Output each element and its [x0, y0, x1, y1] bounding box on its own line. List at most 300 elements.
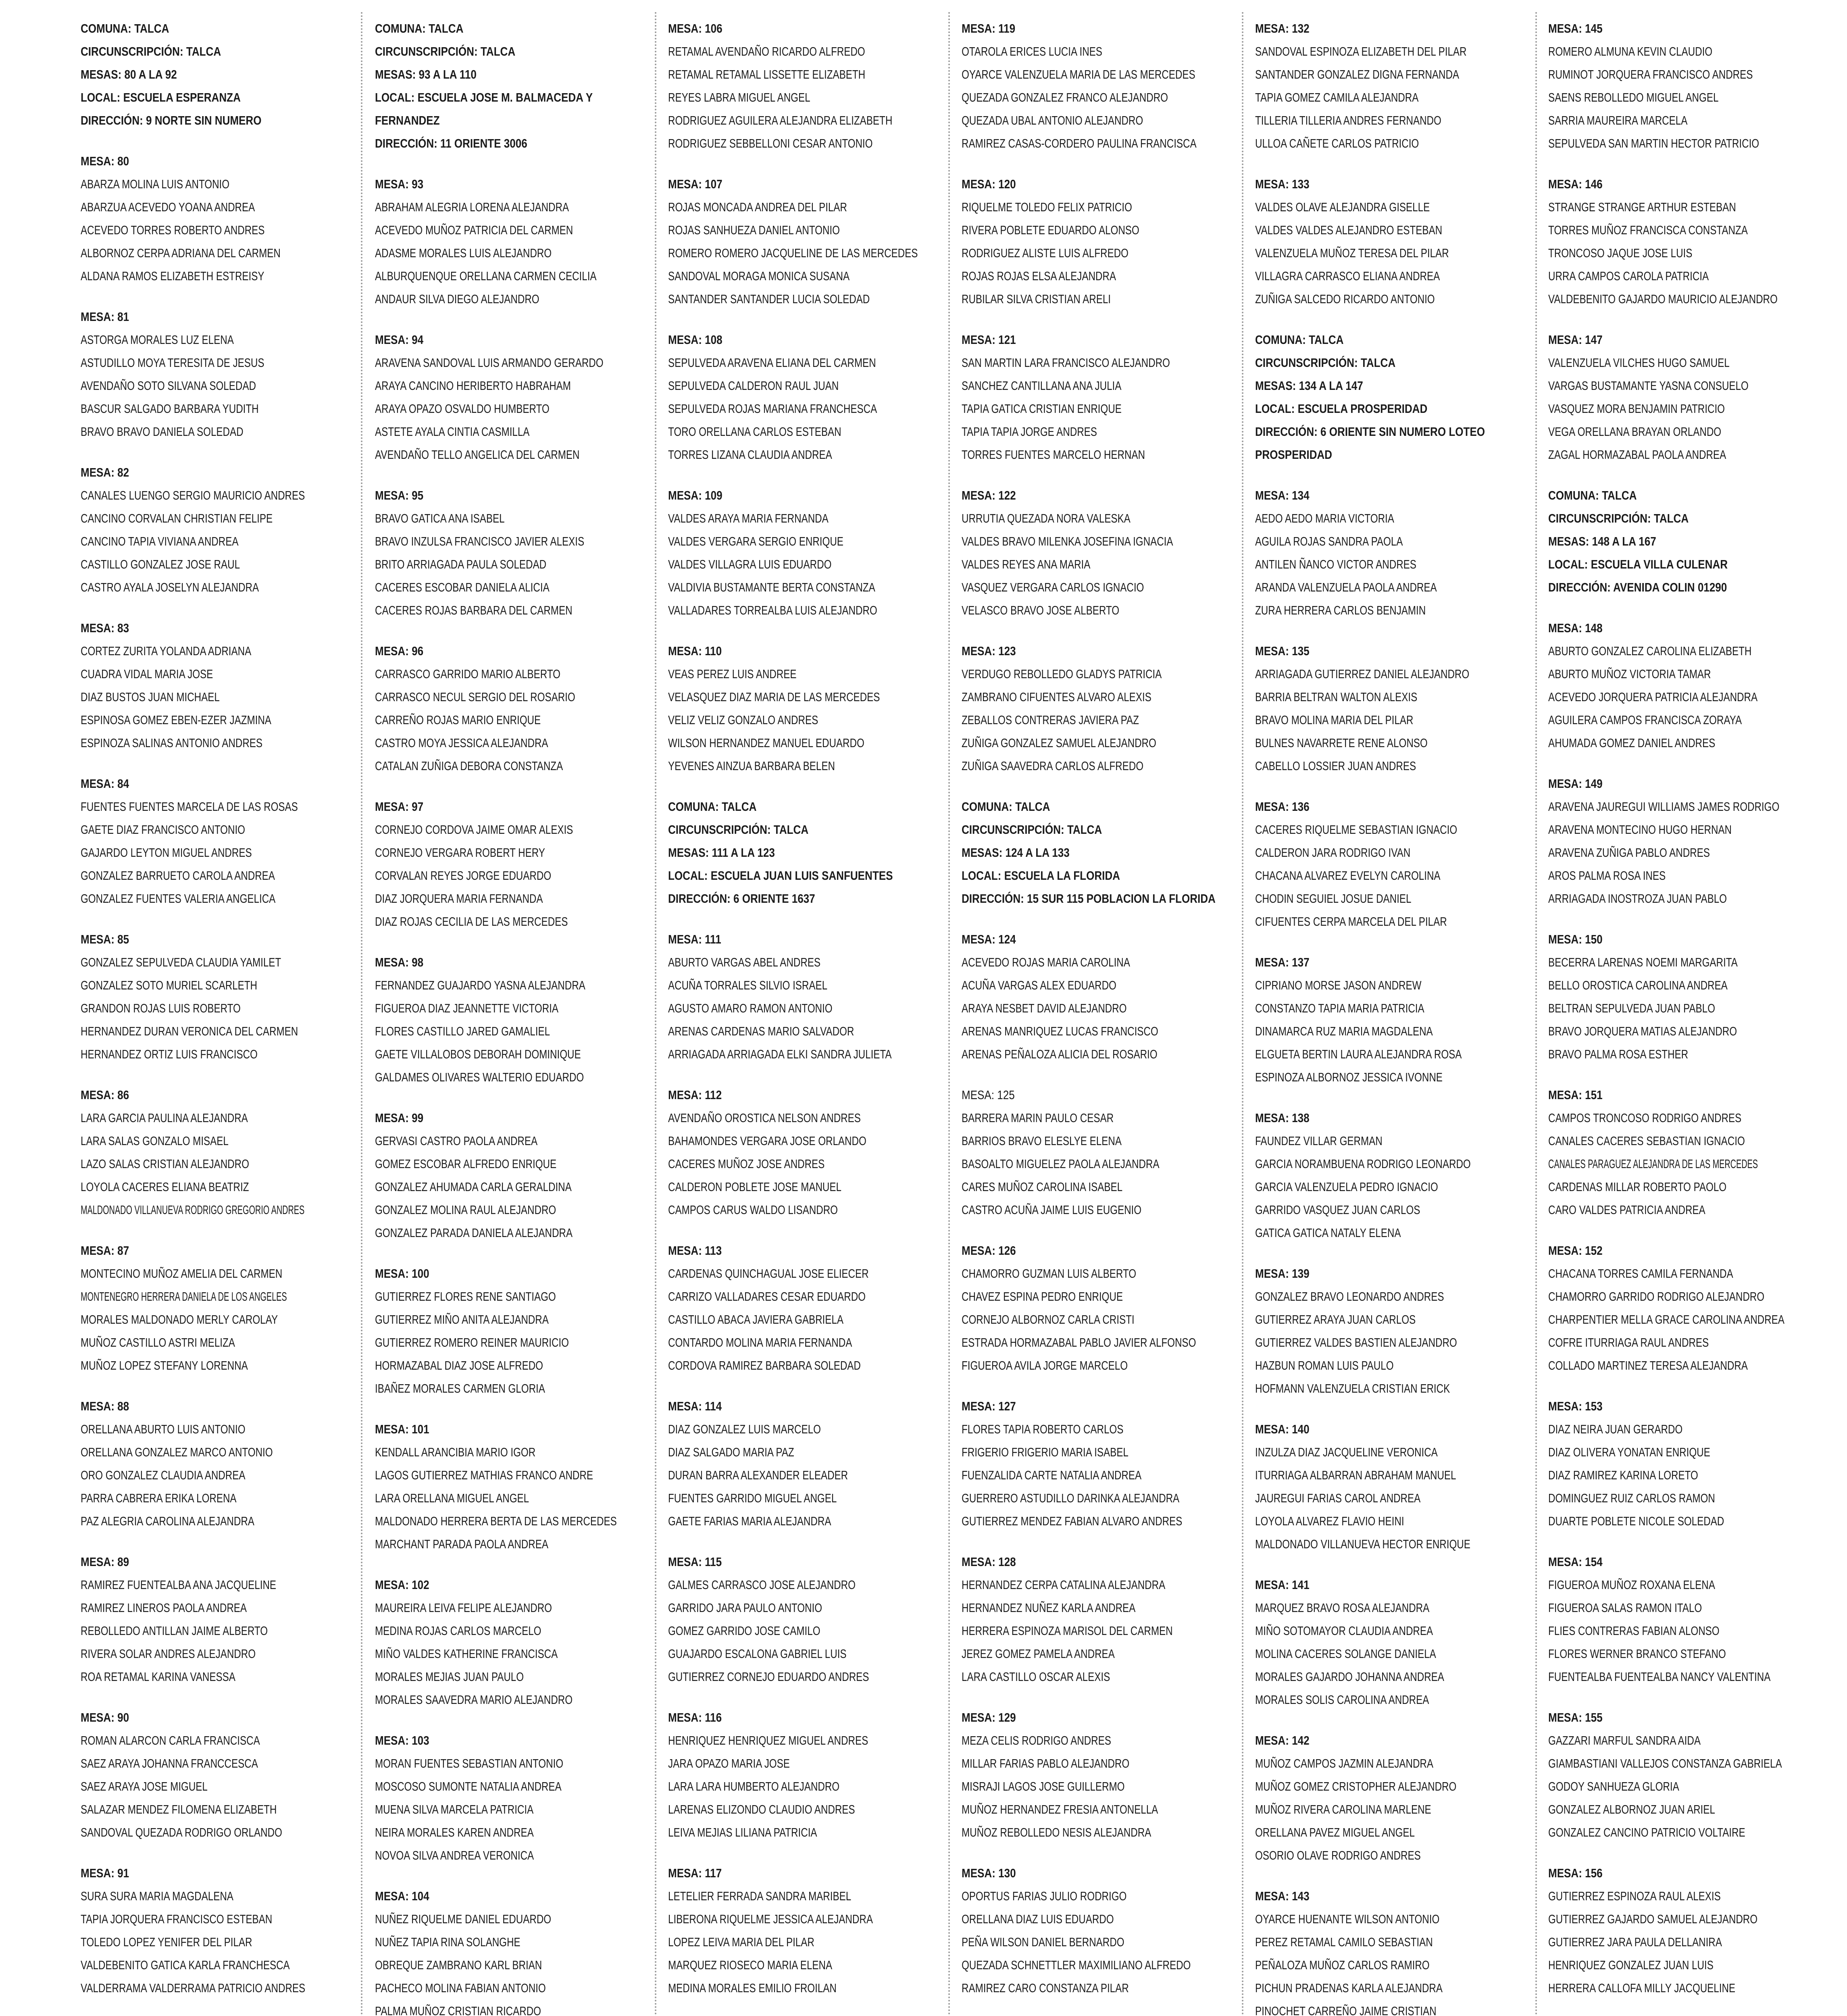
voter-name: TAPIA GATICA CRISTIAN ENRIQUE	[962, 402, 1122, 416]
voter-name: PEÑALOZA MUÑOZ CARLOS RAMIRO	[1255, 1958, 1430, 1972]
voter-name: OPORTUS FARIAS JULIO RODRIGO	[962, 1889, 1127, 1903]
voter-name: MOLINA CACERES SOLANGE DANIELA	[1255, 1647, 1436, 1661]
voter-name: GONZALEZ AHUMADA CARLA GERALDINA	[375, 1180, 572, 1194]
voter-name: GUTIERREZ MIÑO ANITA ALEJANDRA	[375, 1312, 549, 1327]
mesa-block	[962, 1862, 1244, 1999]
mesa-block	[1548, 1395, 1830, 1533]
voter-name: ZURA HERRERA CARLOS BENJAMIN	[1255, 603, 1426, 617]
voter-name: MUÑOZ CAMPOS JAZMIN ALEJANDRA	[1255, 1756, 1434, 1770]
voter-name: FUENTEALBA FUENTEALBA NANCY VALENTINA	[1548, 1670, 1771, 1684]
voter-name: SEPULVEDA ARAVENA ELIANA DEL CARMEN	[668, 356, 876, 370]
voter-name: BELTRAN SEPULVEDA JUAN PABLO	[1548, 1001, 1715, 1015]
column-divider	[1535, 12, 1537, 2016]
voter-name: SAEZ ARAYA JOSE MIGUEL	[81, 1779, 208, 1793]
mesa-block	[375, 328, 657, 466]
voter-name: VALDES ARAYA MARIA FERNANDA	[668, 511, 829, 525]
voter-name: VELASCO BRAVO JOSE ALBERTO	[962, 603, 1120, 617]
voter-name: MUÑOZ LOPEZ STEFANY LORENNA	[81, 1358, 248, 1372]
mesa-title: MESA: 89	[81, 1555, 129, 1569]
polling-place-line: CIRCUNSCRIPCIÓN: TALCA	[668, 823, 809, 837]
voter-name: AVENDAÑO TELLO ANGELICA DEL CARMEN	[375, 448, 580, 462]
mesa-title: MESA: 126	[962, 1243, 1016, 1258]
polling-place-line: CIRCUNSCRIPCIÓN: TALCA	[375, 44, 516, 58]
mesa-block	[962, 928, 1244, 1066]
voter-name: ARRIAGADA GUTIERREZ DANIEL ALEJANDRO	[1255, 667, 1470, 681]
mesa-block	[375, 1885, 657, 2016]
column-divider	[1242, 12, 1243, 2016]
mesa-block	[668, 1239, 950, 1377]
voter-name: REYES LABRA MIGUEL ANGEL	[668, 90, 810, 104]
voter-name: VALDES BRAVO MILENKA JOSEFINA IGNACIA	[962, 534, 1173, 548]
mesa-block	[375, 1729, 657, 1867]
mesa-block	[81, 1862, 363, 1999]
voter-name: LARA ORELLANA MIGUEL ANGEL	[375, 1491, 529, 1505]
voter-name: ORELLANA GONZALEZ MARCO ANTONIO	[81, 1445, 273, 1459]
voter-name: LIBERONA RIQUELME JESSICA ALEJANDRA	[668, 1912, 873, 1926]
polling-place-line: LOCAL: ESCUELA PROSPERIDAD	[1255, 402, 1428, 416]
voter-name: BRAVO BRAVO DANIELA SOLEDAD	[81, 425, 244, 439]
voter-name: CASTRO AYALA JOSELYN ALEJANDRA	[81, 580, 259, 594]
mesa-block	[375, 484, 657, 622]
mesa-title: MESA: 84	[81, 777, 129, 791]
voter-name: LARA GARCIA PAULINA ALEJANDRA	[81, 1111, 248, 1125]
voter-name: BARRIA BELTRAN WALTON ALEXIS	[1255, 690, 1418, 704]
voter-name: GUAJARDO ESCALONA GABRIEL LUIS	[668, 1647, 847, 1661]
voter-name: ORELLANA PAVEZ MIGUEL ANGEL	[1255, 1825, 1415, 1839]
voter-name: FLORES WERNER BRANCO STEFANO	[1548, 1647, 1726, 1661]
voter-name: TILLERIA TILLERIA ANDRES FERNANDO	[1255, 113, 1441, 127]
mesa-block	[81, 772, 363, 910]
mesa-block	[375, 1418, 657, 1556]
voter-name: BRAVO MOLINA MARIA DEL PILAR	[1255, 713, 1414, 727]
voter-name: ROMERO ALMUNA KEVIN CLAUDIO	[1548, 44, 1713, 58]
voter-name: LEIVA MEJIAS LILIANA PATRICIA	[668, 1825, 817, 1839]
voter-name: VALDES VALDES ALEJANDRO ESTEBAN	[1255, 223, 1443, 237]
voter-name: PEÑA WILSON DANIEL BERNARDO	[962, 1935, 1124, 1949]
voter-name: MUÑOZ CASTILLO ASTRI MELIZA	[81, 1335, 235, 1350]
voter-name: CARDENAS MILLAR ROBERTO PAOLO	[1548, 1180, 1727, 1194]
voter-name: LAZO SALAS CRISTIAN ALEJANDRO	[81, 1157, 249, 1171]
voter-name: CAMPOS TRONCOSO RODRIGO ANDRES	[1548, 1111, 1742, 1125]
polling-place-line: LOCAL: ESCUELA JUAN LUIS SANFUENTES	[668, 868, 893, 883]
polling-place-line: COMUNA: TALCA	[375, 21, 464, 35]
voter-name: AGUILERA CAMPOS FRANCISCA ZORAYA	[1548, 713, 1742, 727]
mesa-title: MESA: 147	[1548, 333, 1603, 347]
voter-name: HOFMANN VALENZUELA CRISTIAN ERICK	[1255, 1381, 1450, 1395]
polling-place-line: LOCAL: ESCUELA LA FLORIDA	[962, 868, 1120, 883]
polling-place-line: LOCAL: ESCUELA JOSE M. BALMACEDA Y FERNANDEZ	[375, 90, 593, 127]
polling-place-line: MESAS: 148 A LA 167	[1548, 534, 1656, 548]
polling-place-line: COMUNA: TALCA	[1255, 333, 1344, 347]
voter-name: RAMIREZ CARO CONSTANZA PILAR	[962, 1981, 1129, 1995]
voter-name: VILLAGRA CARRASCO ELIANA ANDREA	[1255, 269, 1440, 283]
voter-name: SEPULVEDA ROJAS MARIANA FRANCHESCA	[668, 402, 877, 416]
voter-name: ESTRADA HORMAZABAL PABLO JAVIER ALFONSO	[962, 1335, 1196, 1350]
voter-name: ADASME MORALES LUIS ALEJANDRO	[375, 246, 552, 260]
mesa-title: MESA: 106	[668, 21, 723, 35]
mesa-block	[81, 1083, 363, 1221]
voter-name: GAZZARI MARFUL SANDRA AIDA	[1548, 1733, 1701, 1747]
polling-place-header	[962, 795, 1244, 910]
column-6	[1548, 17, 1830, 2016]
column-4	[962, 17, 1244, 2016]
voter-name: LETELIER FERRADA SANDRA MARIBEL	[668, 1889, 852, 1903]
mesa-block	[375, 795, 657, 933]
voter-name: DIAZ OLIVERA YONATAN ENRIQUE	[1548, 1445, 1710, 1459]
voter-name: VALLADARES TORREALBA LUIS ALEJANDRO	[668, 603, 877, 617]
voter-name: VASQUEZ VERGARA CARLOS IGNACIO	[962, 580, 1144, 594]
voter-name: ARAYA CANCINO HERIBERTO HABRAHAM	[375, 379, 571, 393]
voter-name: SANDOVAL QUEZADA RODRIGO ORLANDO	[81, 1825, 282, 1839]
mesa-block	[962, 639, 1244, 777]
mesa-block	[1548, 616, 1830, 754]
mesa-block	[1255, 1262, 1537, 1400]
voter-name: AHUMADA GOMEZ DANIEL ANDRES	[1548, 736, 1716, 750]
voter-name: CORNEJO CORDOVA JAIME OMAR ALEXIS	[375, 823, 573, 837]
voter-name: CONTARDO MOLINA MARIA FERNANDA	[668, 1335, 852, 1350]
voter-name: ABARZA MOLINA LUIS ANTONIO	[81, 177, 230, 191]
mesa-block	[668, 1706, 950, 1844]
polling-place-line: LOCAL: ESCUELA ESPERANZA	[81, 90, 241, 104]
voter-name: WILSON HERNANDEZ MANUEL EDUARDO	[668, 736, 864, 750]
voter-name: MALDONADO HERRERA BERTA DE LAS MERCEDES	[375, 1514, 617, 1528]
voter-name: CIPRIANO MORSE JASON ANDREW	[1255, 978, 1422, 992]
polling-place-line: COMUNA: TALCA	[668, 800, 757, 814]
mesa-title: MESA: 153	[1548, 1399, 1603, 1413]
voter-name: BASOALTO MIGUELEZ PAOLA ALEJANDRA	[962, 1157, 1160, 1171]
voter-name: GONZALEZ ALBORNOZ JUAN ARIEL	[1548, 1802, 1715, 1816]
voter-name: GUERRERO ASTUDILLO DARINKA ALEJANDRA	[962, 1491, 1180, 1505]
voter-name: ABRAHAM ALEGRIA LORENA ALEJANDRA	[375, 200, 569, 214]
voter-name: GALMES CARRASCO JOSE ALEJANDRO	[668, 1578, 856, 1592]
voter-name: ESPINOSA GOMEZ EBEN-EZER JAZMINA	[81, 713, 271, 727]
voter-name: FLORES CASTILLO JARED GAMALIEL	[375, 1024, 550, 1038]
mesa-title: MESA: 120	[962, 177, 1016, 191]
voter-name: GARRIDO JARA PAULO ANTONIO	[668, 1601, 823, 1615]
voter-name: CHARPENTIER MELLA GRACE CAROLINA ANDREA	[1548, 1312, 1785, 1327]
voter-name: FIGUEROA DIAZ JEANNETTE VICTORIA	[375, 1001, 559, 1015]
voter-name: MISRAJI LAGOS JOSE GUILLERMO	[962, 1779, 1125, 1793]
mesa-block	[1255, 951, 1537, 1089]
mesa-block	[668, 484, 950, 622]
voter-name: PICHUN PRADENAS KARLA ALEJANDRA	[1255, 1981, 1443, 1995]
voter-name: QUEZADA GONZALEZ FRANCO ALEJANDRO	[962, 90, 1168, 104]
voter-name: DIAZ BUSTOS JUAN MICHAEL	[81, 690, 220, 704]
voter-name: CANALES CACERES SEBASTIAN IGNACIO	[1548, 1134, 1745, 1148]
voter-name: CALDERON POBLETE JOSE MANUEL	[668, 1180, 841, 1194]
voter-name: INZULZA DIAZ JACQUELINE VERONICA	[1255, 1445, 1438, 1459]
voter-name: HERRERA CALLOFA MILLY JACQUELINE	[1548, 1981, 1736, 1995]
voter-name: FIGUEROA SALAS RAMON ITALO	[1548, 1601, 1702, 1615]
voter-name: RUBILAR SILVA CRISTIAN ARELI	[962, 292, 1111, 306]
voter-name: DURAN BARRA ALEXANDER ELEADER	[668, 1468, 848, 1482]
voter-name: NUÑEZ TAPIA RINA SOLANGHE	[375, 1935, 521, 1949]
voter-name: ULLOA CAÑETE CARLOS PATRICIO	[1255, 136, 1419, 150]
voter-name: VALDES VILLAGRA LUIS EDUARDO	[668, 557, 832, 571]
mesa-title: MESA: 138	[1255, 1111, 1310, 1125]
voter-name: REBOLLEDO ANTILLAN JAIME ALBERTO	[81, 1624, 268, 1638]
voter-name: COFRE ITURRIAGA RAUL ANDRES	[1548, 1335, 1709, 1350]
mesa-title: MESA: 81	[81, 310, 129, 324]
voter-name: CAMPOS CARUS WALDO LISANDRO	[668, 1203, 838, 1217]
mesa-title: MESA: 97	[375, 800, 424, 814]
voter-name: ITURRIAGA ALBARRAN ABRAHAM MANUEL	[1255, 1468, 1456, 1482]
mesa-title: MESA: 156	[1548, 1866, 1603, 1880]
mesa-block	[668, 928, 950, 1066]
voter-name: RODRIGUEZ SEBBELLONI CESAR ANTONIO	[668, 136, 873, 150]
polling-place-line: MESAS: 134 A LA 147	[1255, 379, 1363, 393]
voter-name: CASTILLO ABACA JAVIERA GABRIELA	[668, 1312, 843, 1327]
mesa-title: MESA: 80	[81, 154, 129, 168]
mesa-title: MESA: 108	[668, 333, 723, 347]
voter-name: CIFUENTES CERPA MARCELA DEL PILAR	[1255, 914, 1447, 929]
column-5	[1255, 17, 1537, 2016]
voter-name: TAPIA JORQUERA FRANCISCO ESTEBAN	[81, 1912, 273, 1926]
polling-place-line: CIRCUNSCRIPCIÓN: TALCA	[81, 44, 221, 58]
voter-name: ACUÑA VARGAS ALEX EDUARDO	[962, 978, 1116, 992]
voter-name: CACERES MUÑOZ JOSE ANDRES	[668, 1157, 825, 1171]
polling-place-line: DIRECCIÓN: 6 ORIENTE SIN NUMERO LOTEO PROSPERIDAD	[1255, 425, 1485, 462]
voter-name: ZUÑIGA SAAVEDRA CARLOS ALFREDO	[962, 759, 1144, 773]
voter-name: FUENTES GARRIDO MIGUEL ANGEL	[668, 1491, 837, 1505]
mesa-block	[81, 928, 363, 1066]
mesa-block	[1255, 173, 1537, 310]
voter-name: LOYOLA CACERES ELIANA BEATRIZ	[81, 1180, 249, 1194]
mesa-title: MESA: 100	[375, 1266, 429, 1281]
voter-name: MUÑOZ RIVERA CAROLINA MARLENE	[1255, 1802, 1431, 1816]
voter-name: NUÑEZ RIQUELME DANIEL EDUARDO	[375, 1912, 552, 1926]
voter-name: PEREZ RETAMAL CAMILO SEBASTIAN	[1255, 1935, 1433, 1949]
voter-name: MUÑOZ HERNANDEZ FRESIA ANTONELLA	[962, 1802, 1158, 1816]
polling-place-line: DIRECCIÓN: 6 ORIENTE 1637	[668, 891, 815, 906]
voter-name: MEDINA MORALES EMILIO FROILAN	[668, 1981, 837, 1995]
voter-name: DINAMARCA RUZ MARIA MAGDALENA	[1255, 1024, 1433, 1038]
voter-name: RETAMAL AVENDAÑO RICARDO ALFREDO	[668, 44, 865, 58]
voter-name: ABURTO VARGAS ABEL ANDRES	[668, 955, 821, 969]
mesa-title: MESA: 109	[668, 488, 723, 502]
voter-name: ARAVENA SANDOVAL LUIS ARMANDO GERARDO	[375, 356, 604, 370]
voter-name: LARA CASTILLO OSCAR ALEXIS	[962, 1670, 1110, 1684]
mesa-block	[1255, 17, 1537, 155]
voter-name: DIAZ RAMIREZ KARINA LORETO	[1548, 1468, 1698, 1482]
voter-name: CANCINO TAPIA VIVIANA ANDREA	[81, 534, 239, 548]
voter-name: GOMEZ ESCOBAR ALFREDO ENRIQUE	[375, 1157, 557, 1171]
voter-name: NEIRA MORALES KAREN ANDREA	[375, 1825, 534, 1839]
voter-name: GONZALEZ SEPULVEDA CLAUDIA YAMILET	[81, 955, 281, 969]
voter-name: GUTIERREZ ESPINOZA RAUL ALEXIS	[1548, 1889, 1721, 1903]
voter-name: OBREQUE ZAMBRANO KARL BRIAN	[375, 1958, 542, 1972]
mesa-title: MESA: 137	[1255, 955, 1310, 969]
voter-name: VELIZ VELIZ GONZALO ANDRES	[668, 713, 818, 727]
voter-name: ARRIAGADA ARRIAGADA ELKI SANDRA JULIETA	[668, 1047, 892, 1061]
voter-name: ZUÑIGA GONZALEZ SAMUEL ALEJANDRO	[962, 736, 1156, 750]
mesa-block	[668, 328, 950, 466]
mesa-title: MESA: 112	[668, 1088, 722, 1102]
voter-name: AVENDAÑO SOTO SILVANA SOLEDAD	[81, 379, 256, 393]
mesa-title: MESA: 88	[81, 1399, 129, 1413]
mesa-block	[962, 17, 1244, 155]
voter-name: GARCIA VALENZUELA PEDRO IGNACIO	[1255, 1180, 1438, 1194]
voter-name: FUENTES FUENTES MARCELA DE LAS ROSAS	[81, 800, 298, 814]
mesa-block	[375, 173, 657, 310]
polling-place-line: DIRECCIÓN: 11 ORIENTE 3006	[375, 136, 527, 150]
voter-name: MARQUEZ RIOSECO MARIA ELENA	[668, 1958, 833, 1972]
column-3	[668, 17, 950, 2016]
mesa-title: MESA: 130	[962, 1866, 1016, 1880]
mesa-title: MESA: 143	[1255, 1889, 1310, 1903]
voter-name: PINOCHET CARREÑO JAIME CRISTIAN	[1255, 2004, 1437, 2016]
voter-name: DOMINGUEZ RUIZ CARLOS RAMON	[1548, 1491, 1715, 1505]
voter-name: MALDONADO VILLANUEVA RODRIGO GREGORIO ANDRES	[81, 1203, 305, 1217]
polling-place-line: MESAS: 80 A LA 92	[81, 67, 177, 81]
voter-name: MORALES SOLIS CAROLINA ANDREA	[1255, 1693, 1429, 1707]
voter-name: DIAZ GONZALEZ LUIS MARCELO	[668, 1422, 821, 1436]
voter-name: CANALES LUENGO SERGIO MAURICIO ANDRES	[81, 488, 305, 502]
voter-name: MORALES MEJIAS JUAN PAULO	[375, 1670, 524, 1684]
mesa-title: MESA: 94	[375, 333, 424, 347]
mesa-title: MESA: 98	[375, 955, 424, 969]
voter-name: DIAZ JORQUERA MARIA FERNANDA	[375, 891, 543, 906]
voter-name: CORTEZ ZURITA YOLANDA ADRIANA	[81, 644, 252, 658]
mesa-title: MESA: 154	[1548, 1555, 1603, 1569]
voter-name: GIAMBASTIANI VALLEJOS CONSTANZA GABRIELA	[1548, 1756, 1782, 1770]
voter-name: ASTORGA MORALES LUZ ELENA	[81, 333, 234, 347]
voter-name: GAETE VILLALOBOS DEBORAH DOMINIQUE	[375, 1047, 581, 1061]
polling-place-line: CIRCUNSCRIPCIÓN: TALCA	[1548, 511, 1689, 525]
voter-name: MIÑO SOTOMAYOR CLAUDIA ANDREA	[1255, 1624, 1433, 1638]
voter-name: LARA SALAS GONZALO MISAEL	[81, 1134, 229, 1148]
mesa-title: MESA: 149	[1548, 777, 1603, 791]
voter-name: VALDIVIA BUSTAMANTE BERTA CONSTANZA	[668, 580, 875, 594]
mesa-block	[81, 1395, 363, 1533]
voter-name: CARRIZO VALLADARES CESAR EDUARDO	[668, 1289, 866, 1304]
voter-name: ELGUETA BERTIN LAURA ALEJANDRA ROSA	[1255, 1047, 1462, 1061]
polling-place-line: COMUNA: TALCA	[962, 800, 1050, 814]
voter-name: CORDOVA RAMIREZ BARBARA SOLEDAD	[668, 1358, 861, 1372]
mesa-title: MESA: 121	[962, 333, 1016, 347]
voter-name: GUTIERREZ GAJARDO SAMUEL ALEJANDRO	[1548, 1912, 1758, 1926]
voter-name: ACEVEDO MUÑOZ PATRICIA DEL CARMEN	[375, 223, 573, 237]
voter-name: CARO VALDES PATRICIA ANDREA	[1548, 1203, 1705, 1217]
voter-name: ORELLANA ABURTO LUIS ANTONIO	[81, 1422, 246, 1436]
voter-name: GONZALEZ PARADA DANIELA ALEJANDRA	[375, 1226, 573, 1240]
voter-name: ARENAS MANRIQUEZ LUCAS FRANCISCO	[962, 1024, 1158, 1038]
voter-name: CACERES ESCOBAR DANIELA ALICIA	[375, 580, 550, 594]
voter-name: ARANDA VALENZUELA PAOLA ANDREA	[1255, 580, 1437, 594]
voter-name: SARRIA MAUREIRA MARCELA	[1548, 113, 1688, 127]
polling-place-header	[668, 795, 950, 910]
voter-name: TORRES LIZANA CLAUDIA ANDREA	[668, 448, 832, 462]
voter-name: MARCHANT PARADA PAOLA ANDREA	[375, 1537, 548, 1551]
mesa-block	[668, 17, 950, 155]
mesa-title: MESA: 125	[962, 1088, 1015, 1102]
voter-name: AVENDAÑO OROSTICA NELSON ANDRES	[668, 1111, 861, 1125]
voter-name: VEGA ORELLANA BRAYAN ORLANDO	[1548, 425, 1722, 439]
mesa-block	[1255, 1418, 1537, 1556]
polling-place-line: DIRECCIÓN: 15 SUR 115 POBLACION LA FLORIDA	[962, 891, 1216, 906]
mesa-title: MESA: 135	[1255, 644, 1310, 658]
voter-name: CANALES PARAGUEZ ALEJANDRA DE LAS MERCEDES	[1548, 1157, 1758, 1171]
voter-name: RAMIREZ LINEROS PAOLA ANDREA	[81, 1601, 247, 1615]
mesa-block	[81, 150, 363, 287]
polling-place-line: CIRCUNSCRIPCIÓN: TALCA	[1255, 356, 1396, 370]
mesa-title: MESA: 87	[81, 1243, 129, 1258]
voter-name: ARAVENA MONTECINO HUGO HERNAN	[1548, 823, 1732, 837]
voter-name: ARENAS PEÑALOZA ALICIA DEL ROSARIO	[962, 1047, 1158, 1061]
voter-name: DUARTE POBLETE NICOLE SOLEDAD	[1548, 1514, 1724, 1528]
mesa-block	[668, 1550, 950, 1688]
voter-name: GARCIA NORAMBUENA RODRIGO LEONARDO	[1255, 1157, 1471, 1171]
mesa-title: MESA: 134	[1255, 488, 1310, 502]
voter-name: SAN MARTIN LARA FRANCISCO ALEJANDRO	[962, 356, 1170, 370]
mesa-title: MESA: 150	[1548, 932, 1603, 946]
mesa-block	[668, 173, 950, 310]
voter-name: CHAMORRO GARRIDO RODRIGO ALEJANDRO	[1548, 1289, 1765, 1304]
voter-name: CARRASCO NECUL SERGIO DEL ROSARIO	[375, 690, 575, 704]
mesa-title: MESA: 86	[81, 1088, 129, 1102]
voter-name: ROMERO ROMERO JACQUELINE DE LAS MERCEDES	[668, 246, 918, 260]
voter-name: GRANDON ROJAS LUIS ROBERTO	[81, 1001, 241, 1015]
voter-name: FERNANDEZ GUAJARDO YASNA ALEJANDRA	[375, 978, 585, 992]
mesa-title: MESA: 123	[962, 644, 1016, 658]
mesa-block	[668, 1083, 950, 1221]
mesa-title: MESA: 155	[1548, 1710, 1603, 1724]
mesa-block	[1255, 1729, 1537, 1867]
voter-name: PACHECO MOLINA FABIAN ANTONIO	[375, 1981, 546, 1995]
voter-name: JEREZ GOMEZ PAMELA ANDREA	[962, 1647, 1115, 1661]
mesa-block	[81, 1239, 363, 1377]
voter-name: PALMA MUÑOZ CRISTIAN RICARDO	[375, 2004, 541, 2016]
voter-name: VALDES REYES ANA MARIA	[962, 557, 1091, 571]
mesa-title: MESA: 122	[962, 488, 1016, 502]
voter-name: ORO GONZALEZ CLAUDIA ANDREA	[81, 1468, 246, 1482]
voter-name: ZUÑIGA SALCEDO RICARDO ANTONIO	[1255, 292, 1435, 306]
mesa-block	[81, 305, 363, 443]
mesa-block	[962, 173, 1244, 310]
voter-name: LAGOS GUTIERREZ MATHIAS FRANCO ANDRE	[375, 1468, 593, 1482]
voter-name: MEZA CELIS RODRIGO ANDRES	[962, 1733, 1111, 1747]
voter-name: GUTIERREZ FLORES RENE SANTIAGO	[375, 1289, 556, 1304]
mesa-block	[375, 951, 657, 1089]
mesa-title: MESA: 117	[668, 1866, 722, 1880]
mesa-block	[1255, 1106, 1537, 1244]
voter-name: BECERRA LARENAS NOEMI MARGARITA	[1548, 955, 1738, 969]
mesa-block	[1548, 1862, 1830, 1999]
mesa-block	[962, 1395, 1244, 1533]
polling-place-header	[1548, 484, 1830, 599]
mesa-block	[81, 1550, 363, 1688]
voter-name: SANDOVAL MORAGA MONICA SUSANA	[668, 269, 850, 283]
mesa-title: MESA: 111	[668, 932, 721, 946]
voter-name: URRA CAMPOS CAROLA PATRICIA	[1548, 269, 1709, 283]
voter-name: AROS PALMA ROSA INES	[1548, 868, 1666, 883]
voter-name: ASTETE AYALA CINTIA CASMILLA	[375, 425, 530, 439]
voter-name: MUÑOZ GOMEZ CRISTOPHER ALEJANDRO	[1255, 1779, 1457, 1793]
mesa-block	[962, 1550, 1244, 1688]
mesa-block	[668, 639, 950, 777]
mesa-title: MESA: 140	[1255, 1422, 1310, 1436]
voter-name: ALDANA RAMOS ELIZABETH ESTREISY	[81, 269, 264, 283]
mesa-title: MESA: 119	[962, 21, 1016, 35]
polling-place-header	[1255, 328, 1537, 466]
column-divider	[948, 12, 950, 2016]
mesa-block	[962, 328, 1244, 466]
voter-name: AEDO AEDO MARIA VICTORIA	[1255, 511, 1394, 525]
voter-name: ARAVENA JAUREGUI WILLIAMS JAMES RODRIGO	[1548, 800, 1780, 814]
voter-name: YEVENES AINZUA BARBARA BELEN	[668, 759, 835, 773]
voter-name: ABURTO GONZALEZ CAROLINA ELIZABETH	[1548, 644, 1752, 658]
mesa-title: MESA: 82	[81, 465, 129, 479]
